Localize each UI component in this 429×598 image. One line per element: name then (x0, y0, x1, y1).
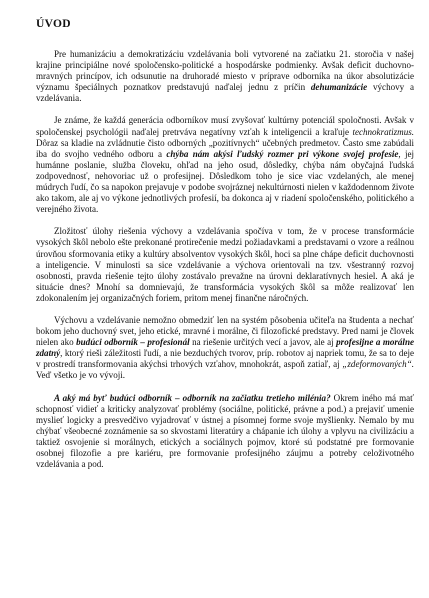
text-run: Je známe, že každá generácia odborníkov musí zvyšovať kultúrny potenciál spoločnosti. Avšak v spoločenskej psychológii naďalej pretrváva negatívny vzťah k inteligencii a kraľuje (36, 115, 414, 137)
page-title: ÚVOD (36, 18, 71, 30)
paragraph-2 (36, 115, 414, 215)
document-page (36, 18, 414, 470)
text-run: Dôraz sa kladie na zvládnutie čisto odborných „pozitívnych“ učebných predmetov. Často sme zabúdali iba do svojho vedného odboru a (36, 137, 414, 159)
paragraph-4 (36, 315, 414, 382)
emphasized-text: budúci odborník – profesionál (76, 337, 190, 348)
text-run: výchovy a vzdelávania. (36, 82, 414, 104)
text-run: na riešenie určitých vecí a javov, ale aj (189, 337, 337, 348)
emphasized-text: „zdeformovaných“. (342, 359, 414, 370)
text-run: Zložitosť úlohy riešenia výchovy a vzdelávania spočíva v tom, že v procese transformácie vysokých škôl nebolo ešte prekonané protirečenie medzi požiadavkami a predstavami o vzore a reálnou úrovňou sformovania etiky a kultúry absolventov vysokých škôl, hoci sa plne chápe deficit duchovnosti a inteligencie. V minulosti sa sice vzdelávanie a výchova orientovali na tzv. všestranný rozvoj osobnosti, pravda riešenie tejto úlohy zostávalo prevažne na úrovni deklaratívnych hesiel. A aká je situácie dnes? Mnohí sa domnievajú, že transformácia vysokých škôl sa môže realizovať len zdokonalením jej organizačných foriem, pritom menej finančne náročných. (36, 226, 414, 303)
text-run: , jej humánne poslanie, služba človeku, ohľad na jeho osud, dôsledky, chýba nám obyčajná ľudská zodpovednosť, nehovoriac už o profesijnej. Dôsledkom toho je sice viac vzdelaných, ale menej múdrych ľudí, čo sa napokon prejavuje v podobe svojráznej nekultúrnosti nielen v každodennom živote ako takom, ale aj vo výkone jednotlivých profesií, ba dokonca aj v riadení spoločenského, politického a verejného života. (36, 148, 414, 215)
emphasized-text: A aký má byť budúci odborník – odborník na začiatku tretieho milénia? (54, 392, 331, 403)
text-run: Výchovu a vzdelávanie nemožno obmedziť len na systém pôsobenia učiteľa na študenta a nechať bokom jeho duchovný svet, jeho etické, mravné i morálne, či filozofické predstavy. Pred nami je človek nielen ako (36, 314, 414, 348)
text-run: Veď všetko je vo vývoji. (36, 370, 126, 381)
emphasized-text: dehumanizácie (310, 82, 368, 93)
emphasized-text: profesijne a morálne zdatný (36, 337, 414, 359)
text-run: Pre humanizáciu a demokratizáciu vzdelávania boli vytvorené na začiatku 21. storočia v našej krajine principiálne nové spoločensko-politické a hospodárske podmienky. Avšak deficit duchovno-mravných princípov, ich odsunutie na druhoradé miesto v príprave odborníka na úkor absolutizácie významu špeciálnych poznatkov predstavujú naďalej jednu z príčin (36, 49, 414, 93)
paragraph-1 (36, 49, 414, 104)
body-text (36, 49, 414, 470)
paragraph-5 (36, 393, 414, 471)
emphasized-text: chýba nám akýsi ľudský rozmer pri výkone svojej profesie (166, 148, 399, 159)
emphasized-text: technokratizmus. (352, 126, 414, 137)
text-run: Okrem iného má mať schopnosť vidieť a kriticky analyzovať problémy (sociálne, politické, právne a pod.) a prejaviť umenie myslieť logicky a presvedčivo vyjadrovať v ústnej a písomnej forme svoje myšlienky. Nemalo by mu chýbať všeobecné zoznámenie sa so skvostami literatúry a chápanie ich úlohy a vplyvu na civilizáciu a taktiež osvojenie si morálnych, etických a sociálnych pojmov, ktoré sú podstatné pre formovanie osobnej filozofie a pre kariéru, pre formovanie profesijného záujmu a potreby celoživotného vzdelávania a pod. (36, 392, 414, 470)
text-run: , ktorý rieši záležitosti ľudí, a nie bezduchých tvorov, príp. robotov aj napriek tomu, že sa to deje v prostredí transformovania akýchsi trhových vzťahov, mnohokrát, aspoň zatiaľ, aj (36, 348, 414, 370)
paragraph-3 (36, 226, 414, 304)
